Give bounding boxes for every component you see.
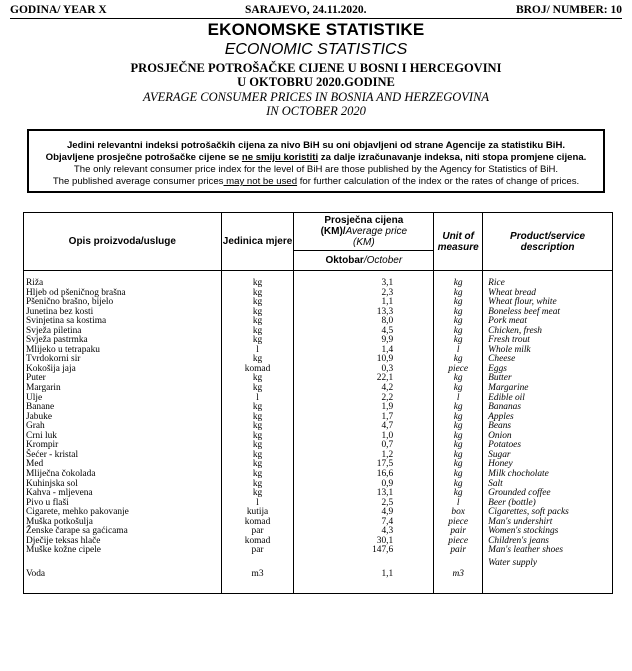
product-name: Margarin <box>24 384 222 394</box>
price-value: 1,4 <box>294 346 434 356</box>
product-desc-en: Sugar <box>483 451 613 461</box>
product-desc-en: Milk chocholate <box>483 470 613 480</box>
title-block <box>0 20 632 118</box>
unit-en: piece <box>434 537 483 547</box>
product-desc-en: Chicken, fresh <box>483 327 613 337</box>
unit-en: kg <box>434 489 483 499</box>
product-desc-en: Edible oil <box>483 394 613 404</box>
notice-bs-line2-underlined: ne smiju koristiti <box>241 152 319 163</box>
unit-en: piece <box>434 518 483 528</box>
issue-number: BROJ/ NUMBER: 10 <box>515 4 622 16</box>
product-desc-en: Potatoes <box>483 441 613 451</box>
price-value: 0,3 <box>294 365 434 375</box>
unit-en: l <box>434 394 483 404</box>
product-desc-en: Whole milk <box>483 346 613 356</box>
unit-en: kg <box>434 298 483 308</box>
price-value: 4,7 <box>294 422 434 432</box>
product-name: Junetina bez kosti <box>24 308 222 318</box>
title-bs: EKONOMSKE STATISTIKE <box>207 20 425 39</box>
product-desc-en: Onion <box>483 432 613 442</box>
product-desc-en: Beer (bottle) <box>483 499 613 509</box>
product-name: Pšenično brašno, bijelo <box>24 298 222 308</box>
price-table <box>23 212 613 594</box>
unit-en: kg <box>434 470 483 480</box>
price-header-line3: (KM) <box>352 237 375 248</box>
product-desc-en: Rice <box>483 271 613 289</box>
unit-bs: kg <box>221 384 294 394</box>
product-desc-en: Grounded coffee <box>483 489 613 499</box>
product-name: Tvrdokorni sir <box>24 355 222 365</box>
unit-bs: kg <box>221 422 294 432</box>
product-name: Kuhinjska sol <box>24 479 222 489</box>
notice-bs-line1: Jedini relevantni indeksi potrošačkih cijena za nivo BiH su oni objavljeni od strane Agencije za statistiku BiH. <box>66 140 566 151</box>
product-name: Puter <box>24 374 222 384</box>
product-desc-en: Cigarettes, soft packs <box>483 508 613 518</box>
product-desc-en: Eggs <box>483 365 613 375</box>
price-value: 9,9 <box>294 336 434 346</box>
col-header-unit-bs: Jedinica mjere <box>221 213 294 271</box>
unit-bs: kg <box>221 403 294 413</box>
product-desc-en: Wheat flour, white <box>483 298 613 308</box>
product-name: Crni luk <box>24 432 222 442</box>
col-header-unit-en: Unit of measure <box>434 213 483 271</box>
product-name: Cigarete, mehko pakovanje <box>24 508 222 518</box>
price-value: 1,0 <box>294 432 434 442</box>
product-desc-en: Cheese <box>483 355 613 365</box>
notice-en-line1: The only relevant consumer price index for the level of BiH are those published by the Agency for Statistics of BiH. <box>73 164 559 175</box>
unit-en: pair <box>434 546 483 556</box>
unit-bs: kg <box>221 470 294 480</box>
product-name: Grah <box>24 422 222 432</box>
product-desc-en: Man's undershirt <box>483 518 613 528</box>
price-value: 4,3 <box>294 527 434 537</box>
price-value: 1,9 <box>294 403 434 413</box>
price-value: 7,4 <box>294 518 434 528</box>
price-value: 17,5 <box>294 460 434 470</box>
unit-en: kg <box>434 413 483 423</box>
unit-en: l <box>434 346 483 356</box>
product-desc-en: Fresh trout <box>483 336 613 346</box>
price-value: 8,0 <box>294 317 434 327</box>
product-name: Ženske čarape sa gaćicama <box>24 527 222 537</box>
price-value: 1,1 <box>294 298 434 308</box>
subtitle-bs-2: U OKTOBRU 2020.GODINE <box>237 75 395 90</box>
product-desc-en: Apples <box>483 413 613 423</box>
notice-en-line2-a: The published average consumer prices <box>52 176 224 187</box>
unit-en: kg <box>434 317 483 327</box>
product-name: Hljeb od pšeničnog brašna <box>24 289 222 299</box>
product-name: Ulje <box>24 394 222 404</box>
notice-en-line2-underlined: may not be used <box>223 176 298 187</box>
product-name: Voda <box>24 556 222 594</box>
col-header-price <box>294 213 434 251</box>
price-value: 1,7 <box>294 413 434 423</box>
unit-bs: kg <box>221 432 294 442</box>
unit-bs: kg <box>221 308 294 318</box>
price-value: 13,1 <box>294 489 434 499</box>
unit-bs: komad <box>221 365 294 375</box>
table-row <box>24 422 613 432</box>
unit-bs: kg <box>221 374 294 384</box>
price-value: 1,1 <box>294 556 434 594</box>
unit-bs: kg <box>221 271 294 289</box>
unit-bs: komad <box>221 518 294 528</box>
header-rule <box>10 18 622 19</box>
product-name: Muška potkošulja <box>24 518 222 528</box>
unit-bs: komad <box>221 537 294 547</box>
price-header-en: Average price <box>345 226 408 237</box>
price-value: 0,9 <box>294 479 434 489</box>
unit-bs: kg <box>221 460 294 470</box>
unit-en: kg <box>434 422 483 432</box>
publication-header <box>10 4 622 18</box>
table-row <box>24 403 613 413</box>
product-name: Mlijeko u tetrapaku <box>24 346 222 356</box>
product-desc-en: Honey <box>483 460 613 470</box>
price-value: 30,1 <box>294 537 434 547</box>
place-date: SARAJEVO, 24.11.2020. <box>245 4 367 16</box>
product-desc-en: Wheat bread <box>483 289 613 299</box>
unit-en: kg <box>434 479 483 489</box>
table-row <box>24 413 613 423</box>
price-value: 3,1 <box>294 271 434 289</box>
product-name: Svježa piletina <box>24 327 222 337</box>
issue-year: GODINA/ YEAR X <box>10 4 107 16</box>
unit-bs: kg <box>221 355 294 365</box>
col-header-desc-bs: Opis proizvoda/usluge <box>24 213 222 271</box>
product-name: Krompir <box>24 441 222 451</box>
table-row <box>24 470 613 480</box>
unit-en: l <box>434 499 483 509</box>
notice-bs-line2-b: za dalje izračunavanje indeksa, niti stopa promjene cijena. <box>318 152 587 163</box>
table-row <box>24 346 613 356</box>
unit-en: kg <box>434 441 483 451</box>
product-desc-en: Pork meat <box>483 317 613 327</box>
unit-en: piece <box>434 365 483 375</box>
product-desc-en: Butter <box>483 374 613 384</box>
product-name: Svinjetina sa kostima <box>24 317 222 327</box>
notice-box <box>27 129 605 193</box>
price-header-km: (KM)/ <box>320 226 346 237</box>
unit-bs: kg <box>221 413 294 423</box>
unit-en: kg <box>434 336 483 346</box>
price-value: 147,6 <box>294 546 434 556</box>
price-value: 16,6 <box>294 470 434 480</box>
price-value: 0,7 <box>294 441 434 451</box>
product-desc-en: Boneless beef meat <box>483 308 613 318</box>
price-value: 13,3 <box>294 308 434 318</box>
price-header-line1: Prosječna cijena <box>324 215 404 226</box>
price-value: 2,3 <box>294 289 434 299</box>
unit-bs: par <box>221 546 294 556</box>
unit-en: kg <box>434 403 483 413</box>
unit-en: kg <box>434 451 483 461</box>
unit-bs: par <box>221 527 294 537</box>
unit-bs: l <box>221 499 294 509</box>
month-bs: Oktobar <box>325 255 364 266</box>
table-row <box>24 546 613 556</box>
product-name: Banane <box>24 403 222 413</box>
unit-bs: kg <box>221 317 294 327</box>
price-value: 4,5 <box>294 327 434 337</box>
product-name: Pivo u flaši <box>24 499 222 509</box>
table-body <box>24 271 613 594</box>
unit-bs: kg <box>221 489 294 499</box>
product-desc-en: Salt <box>483 479 613 489</box>
table-row <box>24 441 613 451</box>
product-desc-en: Man's leather shoes <box>483 546 613 556</box>
unit-bs: kg <box>221 441 294 451</box>
price-header-line2 <box>294 226 433 237</box>
table-row <box>24 451 613 461</box>
price-value: 4,2 <box>294 384 434 394</box>
product-name: Jabuke <box>24 413 222 423</box>
notice-en-line2 <box>29 176 603 188</box>
product-name: Muške kožne cipele <box>24 546 222 556</box>
col-header-desc-en: Product/service description <box>483 213 613 271</box>
unit-bs: kutija <box>221 508 294 518</box>
unit-bs: kg <box>221 336 294 346</box>
product-name: Mliječna čokolada <box>24 470 222 480</box>
unit-en: kg <box>434 432 483 442</box>
product-desc-en: Water supply <box>483 556 613 594</box>
unit-en: m3 <box>434 556 483 594</box>
subtitle-bs-1: PROSJEČNE POTROŠAČKE CIJENE U BOSNI I HERCEGOVINI <box>130 60 502 75</box>
product-name: Kokošija jaja <box>24 365 222 375</box>
unit-en: kg <box>434 308 483 318</box>
unit-en: kg <box>434 374 483 384</box>
table-row <box>24 271 613 289</box>
notice-en-line2-b: for further calculation of the index or the rates of change of prices. <box>297 176 580 187</box>
product-desc-en: Beans <box>483 422 613 432</box>
col-header-month <box>294 251 434 271</box>
product-desc-en: Children's jeans <box>483 537 613 547</box>
unit-bs: l <box>221 394 294 404</box>
product-name: Med <box>24 460 222 470</box>
unit-bs: kg <box>221 451 294 461</box>
unit-en: kg <box>434 327 483 337</box>
price-value: 2,2 <box>294 394 434 404</box>
unit-bs: kg <box>221 289 294 299</box>
product-name: Kahva - mljevena <box>24 489 222 499</box>
table-row <box>24 394 613 404</box>
price-value: 4,9 <box>294 508 434 518</box>
unit-en: kg <box>434 289 483 299</box>
notice-bs-line2 <box>29 152 603 164</box>
price-value: 22,1 <box>294 374 434 384</box>
product-name: Riža <box>24 271 222 289</box>
table-row <box>24 556 613 594</box>
unit-en: kg <box>434 355 483 365</box>
product-desc-en: Bananas <box>483 403 613 413</box>
price-value: 2,5 <box>294 499 434 509</box>
unit-en: kg <box>434 460 483 470</box>
subtitle-en-2: IN OCTOBER 2020 <box>266 104 366 119</box>
subtitle-en-1: AVERAGE CONSUMER PRICES IN BOSNIA AND HERZEGOVINA <box>142 89 490 104</box>
table-row <box>24 355 613 365</box>
unit-bs: kg <box>221 479 294 489</box>
unit-en: pair <box>434 527 483 537</box>
unit-bs: kg <box>221 298 294 308</box>
notice-bs-line2-a: Objavljene prosječne potrošačke cijene se <box>45 152 242 163</box>
product-desc-en: Women's stockings <box>483 527 613 537</box>
product-desc-en: Margarine <box>483 384 613 394</box>
price-value: 1,2 <box>294 451 434 461</box>
unit-en: box <box>434 508 483 518</box>
product-name: Dječije teksas hlače <box>24 537 222 547</box>
title-en: ECONOMIC STATISTICS <box>224 40 408 58</box>
month-en: /October <box>363 255 403 266</box>
product-name: Svježa pastrmka <box>24 336 222 346</box>
unit-bs: l <box>221 346 294 356</box>
unit-en: kg <box>434 271 483 289</box>
unit-bs: kg <box>221 327 294 337</box>
table-row <box>24 365 613 375</box>
unit-en: kg <box>434 384 483 394</box>
table-row <box>24 432 613 442</box>
unit-bs: m3 <box>221 556 294 594</box>
price-value: 10,9 <box>294 355 434 365</box>
product-name: Šećer - kristal <box>24 451 222 461</box>
